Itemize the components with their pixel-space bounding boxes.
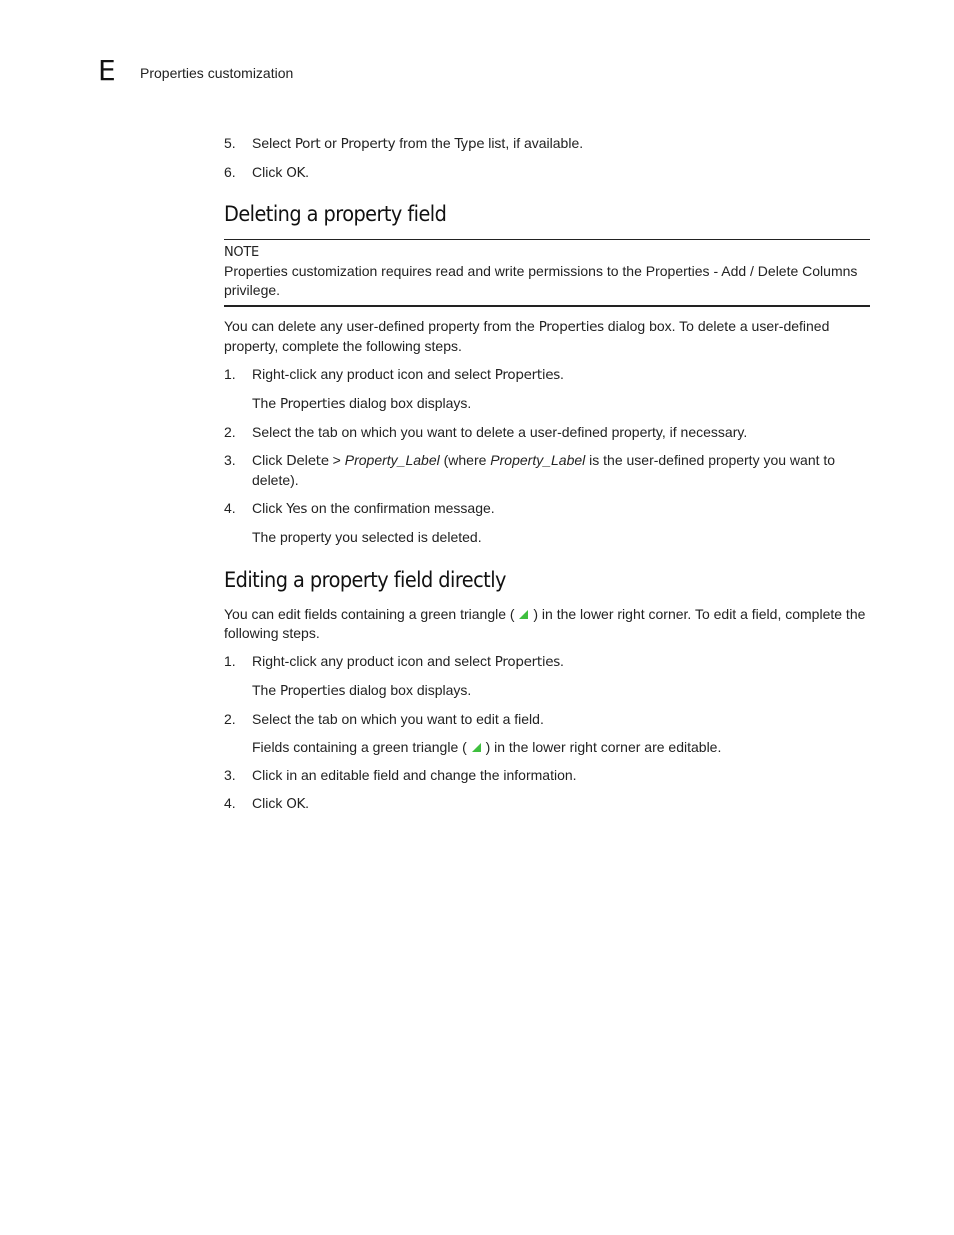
step-number: 3. — [224, 452, 236, 468]
step-result: The Properties dialog box displays. — [252, 682, 472, 699]
page-content — [224, 134, 870, 823]
step-text: Click OK. — [252, 795, 310, 812]
step-number: 4. — [224, 500, 236, 516]
list-item — [224, 365, 870, 385]
step-text: Right-click any product icon and select Properties. — [252, 366, 564, 383]
step-text: Select the tab on which you want to edit a field. — [252, 711, 544, 727]
list-item — [224, 134, 870, 154]
green-triangle-icon — [519, 610, 528, 619]
list-item — [224, 794, 870, 814]
list-item — [224, 423, 870, 442]
step-text: Click Yes on the confirmation message. — [252, 500, 495, 517]
intro-paragraph: You can edit fields containing a green triangle ( ) in the lower right corner. To edit a field, complete the following steps. — [224, 606, 866, 641]
green-triangle-icon — [472, 743, 481, 752]
intro-paragraph: You can delete any user-defined property from the Properties dialog box. To delete a user-defined property, complete the following steps. — [224, 318, 830, 354]
note-label: NOTE — [224, 245, 259, 260]
step-text: Select the tab on which you want to delete a user-defined property, if necessary. — [252, 424, 748, 440]
chapter-letter: E — [98, 54, 116, 87]
step-number: 6. — [224, 164, 236, 180]
step-number: 4. — [224, 795, 236, 811]
section-heading-delete: Deleting a property field — [224, 202, 447, 226]
list-item — [224, 652, 870, 672]
step-number: 1. — [224, 653, 236, 669]
step-number: 2. — [224, 424, 236, 440]
step-text: Click OK. — [252, 164, 310, 181]
step-result: The property you selected is deleted. — [252, 529, 482, 545]
step-number: 5. — [224, 135, 236, 151]
section-heading-edit: Editing a property field directly — [224, 568, 506, 592]
list-item — [224, 163, 870, 183]
step-number: 2. — [224, 711, 236, 727]
running-header-title: Properties customization — [140, 65, 294, 81]
note-box — [224, 239, 870, 307]
list-item — [224, 766, 870, 785]
step-text: Click Delete > Property_Label (where Property_Label is the user-defined property you want to delete). — [252, 452, 836, 488]
step-text: Select Port or Property from the Type list, if available. — [252, 135, 584, 152]
step-text: Click in an editable field and change the information. — [252, 767, 577, 783]
step-result: Fields containing a green triangle ( ) in the lower right corner are editable. — [252, 739, 722, 755]
list-item — [224, 710, 870, 729]
step-result: The Properties dialog box displays. — [252, 395, 472, 412]
note-text: Properties customization requires read and write permissions to the Properties - Add / Delete Columns privilege. — [224, 263, 858, 298]
list-item — [224, 499, 870, 519]
step-text: Right-click any product icon and select Properties. — [252, 653, 564, 670]
step-number: 1. — [224, 366, 236, 382]
step-number: 3. — [224, 767, 236, 783]
list-item — [224, 451, 870, 490]
